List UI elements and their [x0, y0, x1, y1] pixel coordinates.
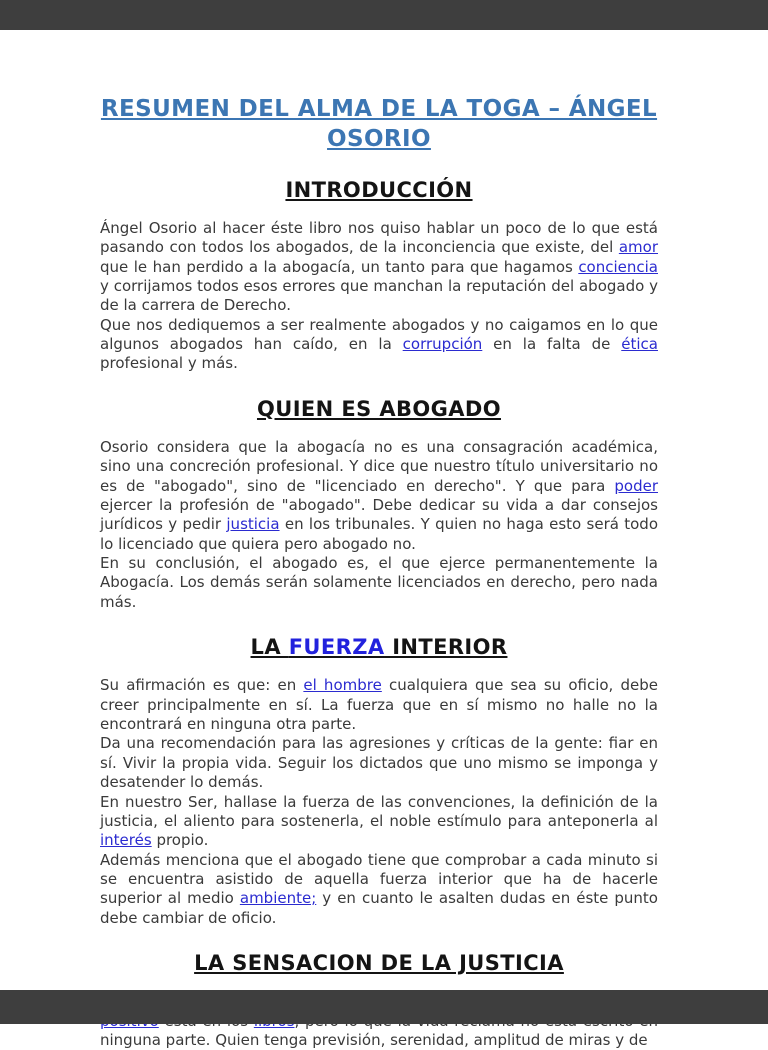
paragraph: [100, 676, 658, 734]
text-link[interactable]: FUERZA: [288, 635, 385, 660]
section-heading: [100, 396, 658, 423]
viewer-bottom-bar: [0, 990, 768, 1024]
text-run: Ángel Osorio al hacer éste libro nos quiso hablar un poco de lo que está pasando con todos los abogados, de la inconciencia que existe, del: [100, 219, 658, 257]
text-run: que le han perdido a la abogacía, un tanto para que hagamos: [100, 257, 579, 276]
text-run: profesional y más.: [100, 354, 238, 373]
text-link[interactable]: corrupción: [402, 335, 483, 354]
text-run: INTRODUCCIÓN: [285, 177, 473, 202]
text-run: INTERIOR: [384, 635, 508, 660]
paragraph: [100, 554, 658, 612]
document-title: [100, 94, 658, 155]
text-run: QUIEN ES ABOGADO: [256, 396, 501, 421]
text-link[interactable]: poder: [614, 476, 658, 495]
text-run: Da una recomendación para las agresiones y críticas de la gente: fiar en sí. Vivir la propia vida. Seguir los dictados que uno mismo se imponga y desatender lo demás.: [100, 734, 658, 792]
section-heading: [100, 177, 658, 204]
text-run: En su conclusión, el abogado es, el que ejerce permanentemente la Abogacía. Los demás serán solamente licenciados en derecho, pero nada más.: [100, 554, 658, 611]
paragraph: [100, 734, 658, 792]
document-page: [0, 30, 768, 1049]
text-link[interactable]: justicia: [226, 515, 280, 534]
text-run: en la falta de: [482, 335, 622, 354]
text-run: en los tribunales. Y quien no haga esto será todo lo licenciado que quiera pero abogado no.: [100, 515, 659, 553]
viewer-top-bar: [0, 0, 768, 30]
text-link[interactable]: el hombre: [303, 676, 382, 695]
text-run: LA SENSACION DE LA JUSTICIA: [194, 950, 564, 975]
text-run: LA: [250, 635, 289, 660]
text-run: Su afirmación es que: en: [100, 676, 304, 695]
text-run: ejercer la profesión de "abogado". Debe dedicar su vida a dar consejos jurídicos y pedir: [100, 496, 658, 534]
text-link[interactable]: ética: [621, 335, 658, 354]
text-run: cualquiera que sea su oficio, debe creer principalmente en sí. La fuerza que en sí mismo no halle no la encontrará en ninguna otra parte.: [100, 676, 658, 734]
paragraph: [100, 851, 658, 928]
text-run: Además menciona que el abogado tiene que comprobar a cada minuto si se encuentra asistido de aquella fuerza interior que ha de hacerle superior al medio: [100, 850, 658, 908]
text-run: Osorio considera que la abogacía no es una consagración académica, sino una concreción profesional. Y dice que nuestro título universitario no es de "abogado", sino de "licenciado en derecho". Y que para: [100, 438, 658, 495]
text-link[interactable]: ambiente;: [239, 889, 317, 908]
document-page-content: [0, 30, 768, 1050]
text-link[interactable]: conciencia: [578, 257, 658, 276]
text-run: Que nos dediquemos a ser realmente abogados y no caigamos en lo que algunos abogados han caído, en la: [100, 315, 658, 354]
text-run: y corrijamos todos esos errores que manchan la reputación del abogado y de la carrera de Derecho.: [100, 277, 658, 315]
text-run: RESUMEN DEL ALMA DE LA TOGA – ÁNGEL OSORIO: [100, 96, 658, 153]
paragraph: [100, 219, 658, 316]
text-run: propio.: [151, 831, 209, 850]
section-heading: [100, 950, 658, 977]
paragraph: [100, 316, 658, 374]
text-run: ninguna parte. Quien tenga previsión, serenidad, amplitud de miras y de: [100, 1030, 648, 1049]
text-link[interactable]: amor: [618, 238, 658, 257]
text-link[interactable]: interés: [100, 831, 152, 850]
paragraph: [100, 438, 658, 554]
text-run: En nuestro Ser, hallase la fuerza de las convenciones, la definición de la justicia, el aliento para sostenerla, el noble estímulo para anteponerla al: [100, 792, 658, 830]
paragraph: [100, 793, 658, 851]
section-heading: [100, 634, 658, 661]
text-run: y en cuanto le asalten dudas en éste punto debe cambiar de oficio.: [100, 889, 658, 927]
